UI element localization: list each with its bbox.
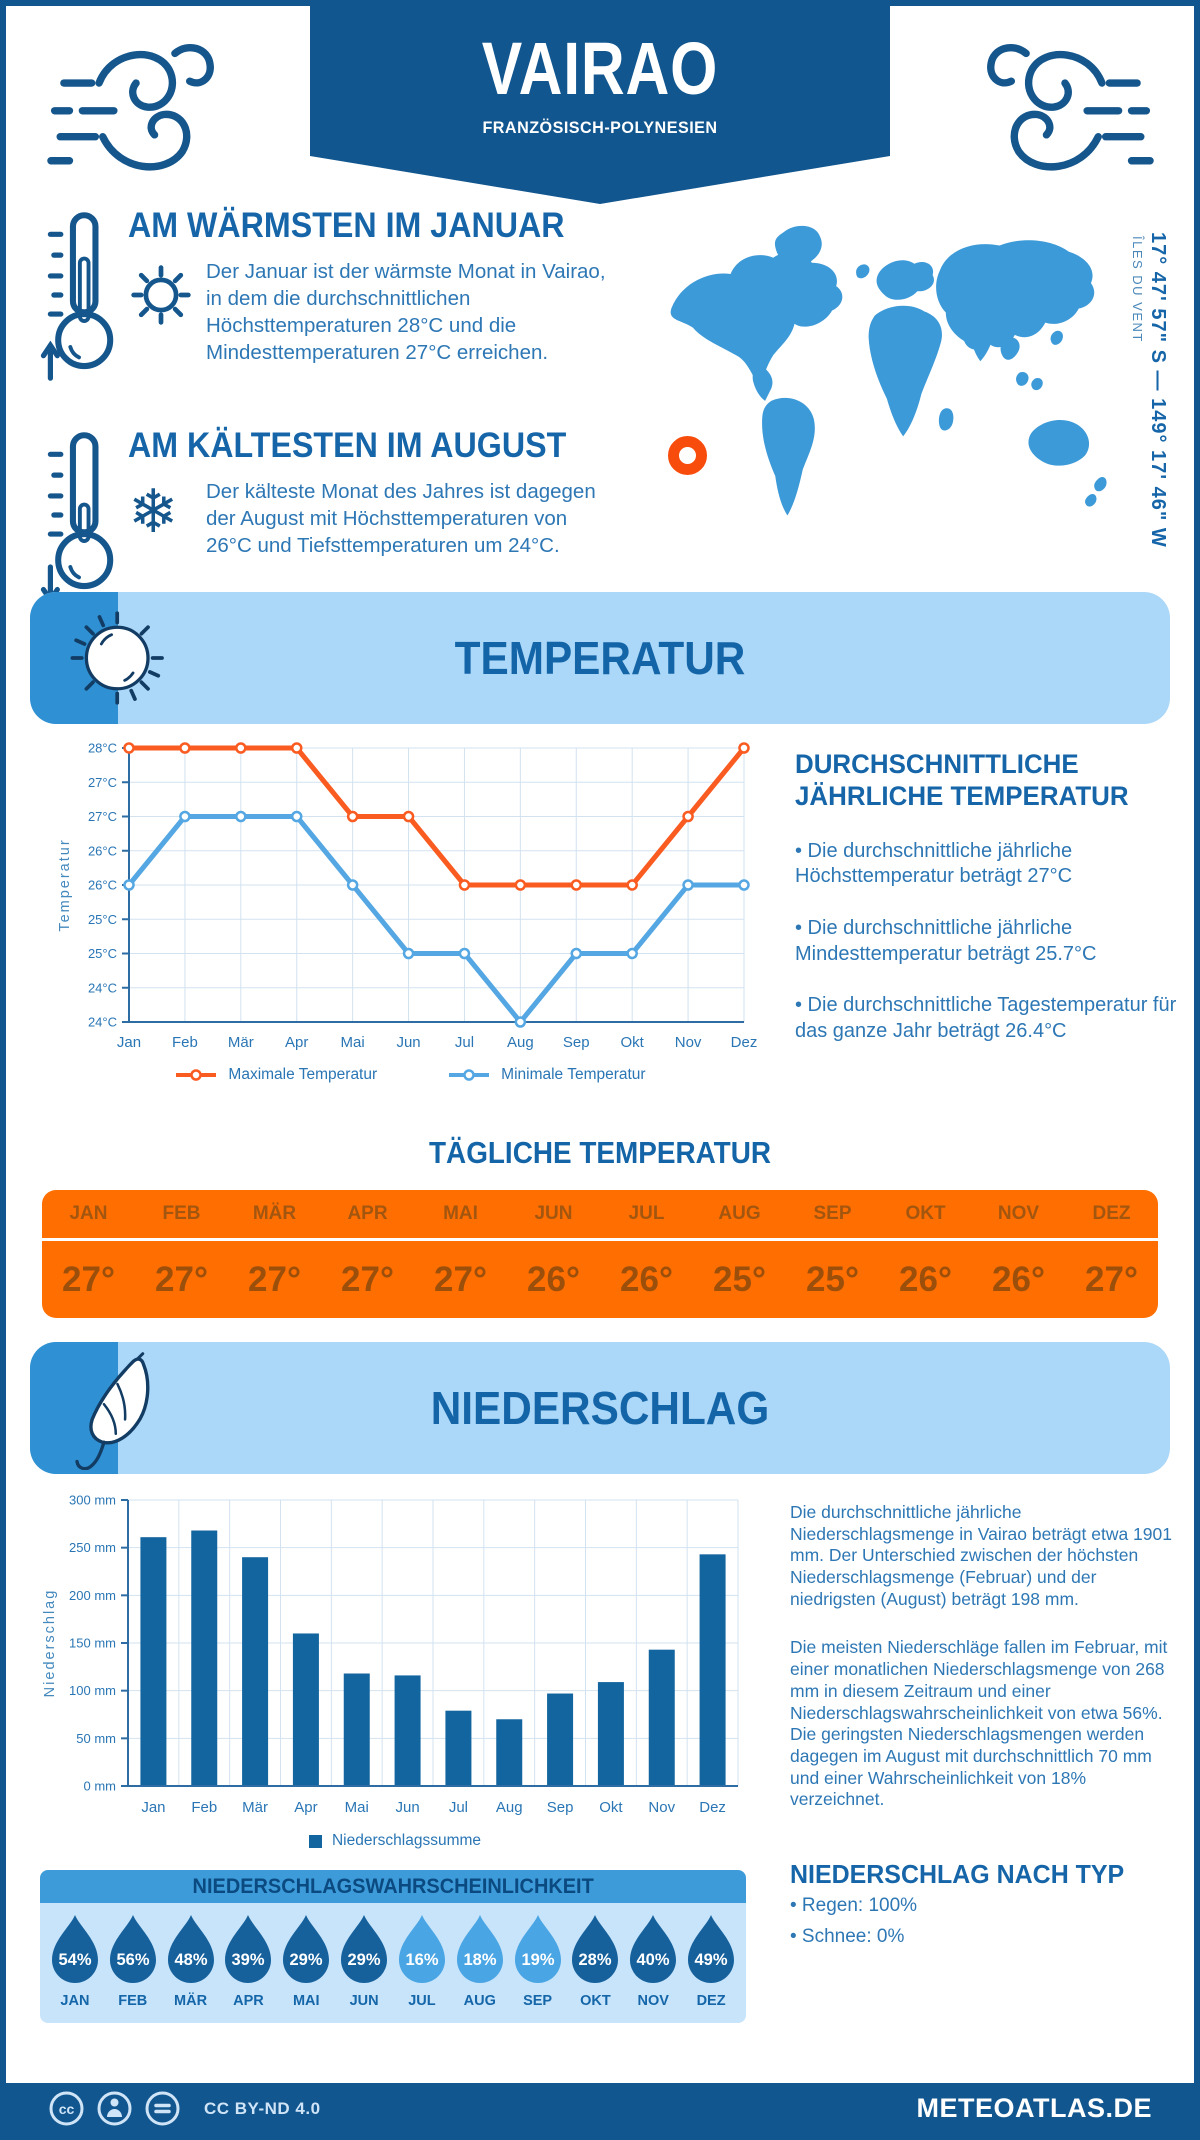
droplet-month-label: SEP xyxy=(523,1993,553,2009)
precipitation-band-title: NIEDERSCHLAG xyxy=(430,1382,770,1434)
site-name: METEOATLAS.DE xyxy=(916,2093,1152,2123)
svg-text:Mär: Mär xyxy=(242,1799,269,1816)
warmest-text: Der Januar ist der wärmste Monat in Vairao, in dem die durchschnittlichen Höchsttemperaturen 28°C und die Mindesttemperaturen 27°C erreichen. xyxy=(206,260,606,365)
page-subtitle: FRANZÖSISCH-POLYNESIEN xyxy=(482,118,718,137)
probability-droplets xyxy=(40,1903,746,2023)
droplet-month-label: NOV xyxy=(637,1993,669,2009)
world-map xyxy=(652,210,1132,545)
precipitation-text-column xyxy=(790,1502,1172,1953)
daily-month-label: JAN xyxy=(69,1203,108,1224)
svg-text:250 mm: 250 mm xyxy=(69,1540,116,1556)
precipitation-probability-panel xyxy=(40,1870,746,2023)
probability-droplet xyxy=(162,1915,220,2009)
svg-text:26°C: 26°C xyxy=(87,877,117,893)
svg-text:Dez: Dez xyxy=(699,1799,726,1816)
daily-temperature-heading: TÄGLICHE TEMPERATUR xyxy=(428,1135,772,1170)
probability-droplet xyxy=(624,1915,682,2009)
svg-text:100 mm: 100 mm xyxy=(69,1683,116,1699)
svg-text:Jun: Jun xyxy=(396,1034,421,1051)
precipitation-legend xyxy=(95,1832,695,1850)
temperature-section-band xyxy=(30,592,1170,724)
probability-droplet xyxy=(219,1915,277,2009)
svg-text:19%: 19% xyxy=(521,1951,555,1969)
daily-temperature-value: 26° xyxy=(527,1259,580,1299)
daily-temperature-value: 27° xyxy=(434,1259,487,1299)
map-australia xyxy=(1028,420,1089,466)
svg-text:Jan: Jan xyxy=(141,1799,166,1816)
droplet-month-label: FEB xyxy=(118,1993,148,2009)
coordinates-text: 17° 47' 57" S — 149° 17' 46" W xyxy=(1147,232,1169,548)
svg-text:Nov: Nov xyxy=(674,1034,702,1051)
aside-bullet: • Die durchschnittliche jährliche Mindesttemperatur beträgt 25.7°C xyxy=(795,916,1097,965)
warmest-heading: AM WÄRMSTEN IM JANUAR xyxy=(128,206,565,245)
daily-temperature-value: 25° xyxy=(806,1259,859,1299)
daily-month-label: DEZ xyxy=(1092,1203,1131,1224)
droplet-month-label: MÄR xyxy=(174,1993,208,2009)
droplet-icon xyxy=(457,1915,503,1983)
svg-text:Mai: Mai xyxy=(340,1034,365,1051)
daily-temperature-value: 27° xyxy=(248,1259,301,1299)
svg-text:27°C: 27°C xyxy=(87,774,117,790)
coldest-month-block xyxy=(40,420,655,610)
footer xyxy=(6,2083,1194,2134)
precipitation-bar-chart xyxy=(38,1490,750,1822)
aside-bullet: • Die durchschnittliche jährliche Höchsttemperatur beträgt 27°C xyxy=(795,839,1073,888)
droplet-month-label: JUN xyxy=(349,1993,379,2009)
daily-month-label: AUG xyxy=(718,1203,761,1224)
daily-temperature-value: 27° xyxy=(1085,1259,1138,1299)
avg-temperature-bullets xyxy=(795,839,1187,1045)
svg-text:24°C: 24°C xyxy=(87,1014,117,1030)
legend-item: Niederschlagssumme xyxy=(309,1832,481,1850)
svg-text:Nov: Nov xyxy=(648,1799,676,1816)
svg-text:49%: 49% xyxy=(694,1951,728,1969)
droplet-month-label: OKT xyxy=(580,1993,611,2009)
sun-band-icon xyxy=(64,602,176,714)
cc-by-icon xyxy=(96,2090,133,2127)
svg-text:200 mm: 200 mm xyxy=(69,1587,116,1603)
probability-heading: NIEDERSCHLAGSWAHRSCHEINLICHKEIT xyxy=(40,1870,746,1903)
daily-month-label: MAI xyxy=(443,1203,478,1224)
svg-text:0 mm: 0 mm xyxy=(83,1778,116,1794)
svg-text:25°C: 25°C xyxy=(87,946,117,961)
svg-text:Okt: Okt xyxy=(599,1799,623,1816)
daily-month-label: SEP xyxy=(813,1203,852,1224)
probability-droplet xyxy=(566,1915,624,2009)
sun-small-icon xyxy=(128,258,206,366)
svg-text:300 mm: 300 mm xyxy=(69,1492,116,1508)
cc-nd-icon xyxy=(144,2090,181,2127)
daily-temperature-value: 27° xyxy=(62,1259,115,1299)
svg-text:16%: 16% xyxy=(405,1951,439,1969)
svg-text:Sep: Sep xyxy=(546,1799,574,1816)
droplet-icon xyxy=(630,1915,676,1983)
coldest-heading: AM KÄLTESTEN IM AUGUST xyxy=(128,426,567,465)
precipitation-type-bullet: • Regen: 100% xyxy=(790,1894,918,1916)
svg-text:29%: 29% xyxy=(347,1951,381,1969)
droplet-icon xyxy=(225,1915,271,1983)
daily-month-label: JUL xyxy=(628,1203,665,1224)
precipitation-type-bullets xyxy=(790,1890,1172,1953)
svg-text:26°C: 26°C xyxy=(87,843,117,859)
svg-text:Sep: Sep xyxy=(562,1034,590,1051)
svg-text:Aug: Aug xyxy=(507,1034,534,1051)
coldest-text: Der kälteste Monat des Jahres ist dagegen der August mit Höchsttemperaturen von 26°C und Tiefsttemperaturen um 24°C. xyxy=(206,480,596,558)
svg-text:48%: 48% xyxy=(174,1951,208,1969)
map-south-america xyxy=(762,398,815,516)
thermometer-up-icon xyxy=(40,200,118,390)
svg-text:Feb: Feb xyxy=(171,1034,198,1051)
droplet-month-label: MAI xyxy=(292,1993,320,2009)
daily-temperature-value: 25° xyxy=(713,1259,766,1299)
svg-text:Jan: Jan xyxy=(116,1034,142,1051)
droplet-month-label: APR xyxy=(233,1993,264,2009)
region-text: ÎLES DU VENT xyxy=(1130,236,1145,343)
temperature-line-chart xyxy=(55,738,760,1056)
aside-bullet: • Die durchschnittliche Tagestemperatur für das ganze Jahr beträgt 26.4°C xyxy=(795,994,1177,1042)
probability-droplet xyxy=(451,1915,509,2009)
page-title: VAIRAO xyxy=(481,27,719,110)
svg-text:24°C: 24°C xyxy=(87,980,117,996)
snowflake-icon: ❄ xyxy=(128,478,179,545)
svg-text:150 mm: 150 mm xyxy=(69,1635,116,1651)
avg-temperature-aside xyxy=(795,748,1187,1044)
svg-text:cc: cc xyxy=(58,2101,75,2117)
wind-icon-left xyxy=(38,22,223,207)
daily-month-label: MÄR xyxy=(252,1203,297,1224)
daily-temperature-value: 26° xyxy=(620,1259,673,1299)
droplet-month-label: JUL xyxy=(408,1993,436,2009)
probability-droplet xyxy=(277,1915,335,2009)
droplet-icon xyxy=(572,1915,618,1983)
daily-month-label: JUN xyxy=(534,1203,573,1224)
droplet-icon xyxy=(688,1915,734,1983)
warmest-month-block xyxy=(40,200,655,390)
svg-text:Mär: Mär xyxy=(227,1034,254,1051)
probability-droplet xyxy=(682,1915,740,2009)
droplet-icon xyxy=(168,1915,214,1983)
precipitation-paragraph-1: Die durchschnittliche jährliche Niederschlagsmenge in Vairao beträgt etwa 1901 mm. Der Unterschied zwischen der höchsten Niederschlagsmenge (Februar) und der niedrigsten (August) beträgt 198 mm. xyxy=(790,1502,1172,1609)
map-europe xyxy=(877,260,934,299)
droplet-icon xyxy=(399,1915,445,1983)
probability-droplet xyxy=(335,1915,393,2009)
droplet-icon xyxy=(283,1915,329,1983)
svg-text:Jul: Jul xyxy=(448,1799,469,1816)
daily-months-row xyxy=(42,1190,1158,1241)
probability-droplet xyxy=(393,1915,451,2009)
svg-text:Feb: Feb xyxy=(191,1799,218,1816)
svg-text:18%: 18% xyxy=(463,1951,497,1969)
svg-text:40%: 40% xyxy=(636,1951,670,1969)
legend-item: Minimale Temperatur xyxy=(447,1066,645,1084)
svg-text:Okt: Okt xyxy=(620,1034,644,1051)
droplet-month-label: DEZ xyxy=(696,1993,726,2009)
temperature-legend xyxy=(85,1066,735,1084)
svg-text:Niederschlag: Niederschlag xyxy=(42,1588,58,1698)
svg-text:50 mm: 50 mm xyxy=(76,1730,116,1746)
geo-coordinates xyxy=(1128,232,1169,562)
svg-text:25°C: 25°C xyxy=(87,911,117,927)
svg-text:Apr: Apr xyxy=(285,1034,309,1051)
svg-text:Jun: Jun xyxy=(395,1799,420,1816)
svg-text:56%: 56% xyxy=(116,1951,150,1969)
avg-temperature-heading: DURCHSCHNITTLICHE JÄHRLICHE TEMPERATUR xyxy=(795,749,1129,812)
svg-text:Mai: Mai xyxy=(344,1799,369,1816)
thermometer-down-icon xyxy=(40,420,118,610)
location-marker xyxy=(668,436,707,475)
svg-text:39%: 39% xyxy=(231,1951,265,1969)
daily-temperature-value: 27° xyxy=(341,1259,394,1299)
license-text: CC BY-ND 4.0 xyxy=(204,2098,321,2118)
daily-values-row xyxy=(42,1241,1158,1318)
precipitation-type-bullet: • Schnee: 0% xyxy=(790,1926,905,1948)
daily-month-label: FEB xyxy=(162,1203,201,1224)
svg-text:29%: 29% xyxy=(289,1951,323,1969)
svg-text:54%: 54% xyxy=(58,1951,92,1969)
droplet-icon xyxy=(515,1915,561,1983)
droplet-month-label: AUG xyxy=(463,1993,496,2009)
map-africa xyxy=(869,306,942,437)
umbrella-band-icon xyxy=(64,1352,176,1470)
title-banner xyxy=(310,6,890,156)
svg-text:28°C: 28°C xyxy=(87,740,117,756)
daily-temperature-value: 26° xyxy=(992,1259,1045,1299)
svg-text:Aug: Aug xyxy=(495,1799,523,1816)
droplet-icon xyxy=(110,1915,156,1983)
probability-droplet xyxy=(46,1915,104,2009)
precipitation-paragraph-2: Die meisten Niederschläge fallen im Februar, mit einer monatlichen Niederschlagsmenge von 268 mm in diesem Zeitraum und einer Niederschlagswahrscheinlichkeit von etwa 56%. Die geringsten Niederschlagsmengen werden dagegen im August mit durchschnittlich 70 mm und einer Wahrscheinlichkeit von 18% verzeichnet. xyxy=(790,1637,1168,1810)
cc-icon xyxy=(48,2090,85,2127)
svg-text:Temperatur: Temperatur xyxy=(57,838,73,932)
wind-icon-right xyxy=(978,22,1163,207)
daily-temperature-value: 27° xyxy=(155,1259,208,1299)
droplet-icon xyxy=(341,1915,387,1983)
precipitation-type-heading: NIEDERSCHLAG NACH TYP xyxy=(790,1858,1125,1889)
daily-month-label: NOV xyxy=(997,1203,1040,1224)
temperature-band-title: TEMPERATUR xyxy=(454,632,746,684)
droplet-icon xyxy=(52,1915,98,1983)
cc-icons xyxy=(48,2090,321,2127)
svg-text:27°C: 27°C xyxy=(87,809,117,824)
probability-droplet xyxy=(509,1915,567,2009)
svg-text:Apr: Apr xyxy=(294,1799,318,1816)
daily-temperature-value: 26° xyxy=(899,1259,952,1299)
svg-text:Dez: Dez xyxy=(730,1034,758,1051)
svg-text:Jul: Jul xyxy=(454,1034,475,1051)
map-asia xyxy=(936,240,1094,349)
probability-droplet xyxy=(104,1915,162,2009)
daily-month-label: OKT xyxy=(905,1203,946,1224)
daily-temperature-table xyxy=(42,1190,1158,1318)
droplet-month-label: JAN xyxy=(60,1993,90,2009)
daily-month-label: APR xyxy=(347,1203,388,1224)
legend-item: Maximale Temperatur xyxy=(174,1066,377,1084)
precipitation-section-band xyxy=(30,1342,1170,1474)
svg-text:28%: 28% xyxy=(578,1951,612,1969)
